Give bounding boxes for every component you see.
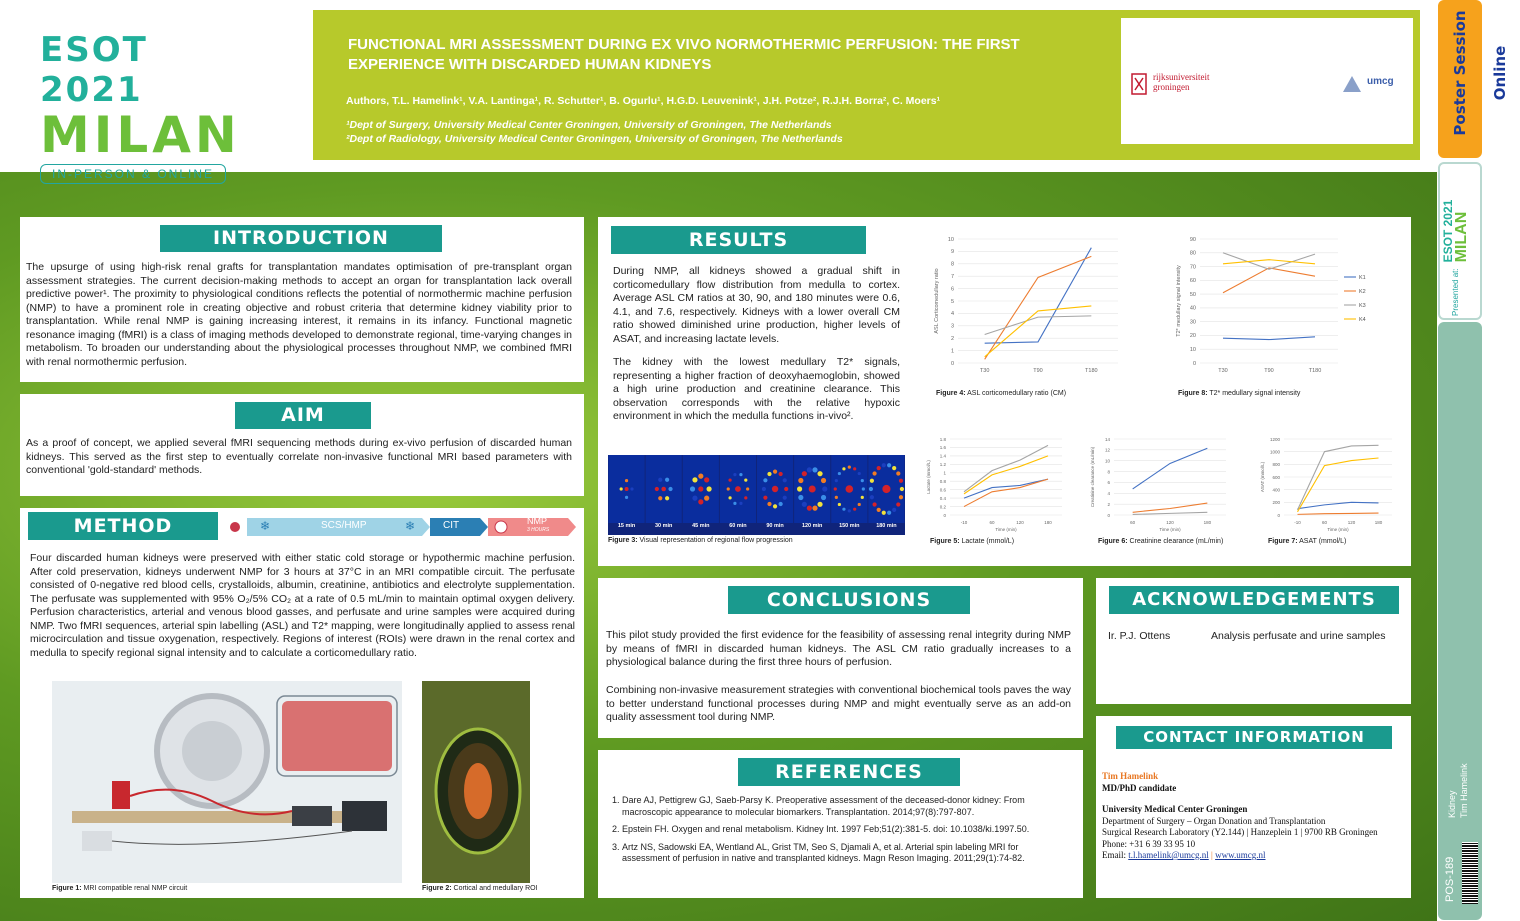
flow-blob [882, 463, 886, 467]
flow-blob [658, 478, 662, 482]
flow-blob [733, 473, 736, 476]
flow-blob [892, 508, 896, 512]
flow-blob [869, 487, 873, 491]
time-label: 15 min [617, 523, 636, 529]
results-panel [598, 217, 1411, 566]
references-heading: REFERENCES [738, 758, 960, 786]
author-list: Authors, T.L. Hamelink¹, V.A. Lantinga¹, R. Schutter¹, B. Ogurlu¹, H.G.D. Leuvenink¹, J.H. Potze², R.J.H. Borra², C. Moers¹ [346, 95, 941, 107]
y-tick-label: 12 [1104, 447, 1110, 453]
y-tick-label: 0.8 [939, 479, 946, 485]
x-tick-label: 120 [1016, 520, 1024, 525]
y-tick-label: 90 [1189, 236, 1196, 243]
contact-dept: Department of Surgery – Organ Donation and Transplantation [1102, 815, 1326, 826]
flow-blob [892, 466, 896, 470]
x-tick-label: T30 [979, 368, 990, 374]
presented-label: Presented at: [1450, 268, 1460, 316]
flow-blob [821, 495, 826, 500]
reference-item: 3. Artz NS, Sadowski EA, Wentland AL, Grist TM, Seo S, Djamali A, et al. Arterial spin labeling MRI for assessment of perfusion in native and transplanted kidneys. Magn Reson Imaging. 2011;29(1):74-82. [622, 842, 1067, 865]
x-tick-label: 180 [1203, 520, 1212, 525]
author-label: Tim Hamelink [1459, 763, 1469, 818]
y-tick-label: 1200 [1269, 436, 1280, 442]
introduction-panel [20, 217, 584, 382]
y-tick-label: 4 [950, 311, 954, 318]
series-line [1298, 513, 1379, 514]
y-tick-label: 0.4 [939, 495, 946, 501]
y-tick-label: 0 [1107, 512, 1110, 518]
flow-blob [872, 471, 876, 475]
flow-blob [853, 508, 856, 511]
y-tick-label: 0.2 [939, 504, 946, 510]
flow-blob [783, 478, 787, 482]
flow-blob [690, 486, 695, 491]
series-line [1223, 337, 1315, 340]
time-label: 120 min [801, 523, 823, 529]
time-label: 180 min [876, 523, 897, 529]
contact-name: Tim Hamelink [1102, 771, 1159, 781]
flow-blob [899, 495, 903, 499]
figure2-drawing [422, 681, 530, 883]
flow-blob [887, 511, 891, 515]
figure4-caption: Figure 4: ASL corticomedullary ratio (CM) [936, 390, 1067, 397]
sidebar-topic [1446, 748, 1470, 818]
flow-blob [853, 467, 856, 470]
x-tick-label: 120 [1347, 520, 1356, 525]
logo-line3: IN-PERSON & ONLINE [40, 164, 226, 184]
contact-role: MD/PhD candidate [1102, 782, 1177, 793]
rug-logo-text: rijksuniversiteit groningen [1153, 72, 1210, 92]
flow-blob [625, 496, 628, 499]
y-tick-label: 600 [1272, 474, 1280, 480]
flow-core [846, 485, 854, 493]
flow-core [625, 487, 629, 491]
flow-blob [773, 504, 777, 508]
y-tick-label: 70 [1189, 264, 1196, 271]
flow-blob [797, 486, 802, 491]
presented-at-content [1442, 166, 1468, 316]
umcg-logo-text: umcg [1367, 76, 1394, 87]
flow-blob [870, 495, 874, 499]
logo-line1: ESOT 2021 [40, 30, 148, 110]
x-tick-label: -10 [960, 520, 968, 525]
conclusions-heading: CONCLUSIONS [728, 586, 970, 614]
flow-blob [704, 477, 709, 482]
flow-blob [899, 479, 903, 483]
flow-blob [698, 474, 703, 479]
figure7-chart [1258, 433, 1398, 537]
y-tick-label: 1.2 [939, 462, 946, 468]
y-tick-label: 9 [950, 249, 954, 256]
flow-blob [762, 487, 766, 491]
presented-milan: MILAN [1453, 211, 1470, 263]
conclusions-text-2: Combining non-invasive measurement strategies with conventional biochemical tools paves the way to better understand functional processes during NMP and might eventually serve as an add-on quality assessment tool during NMP. [606, 684, 1071, 723]
legend-label: K2 [1359, 289, 1366, 295]
flow-blob [870, 479, 874, 483]
flow-blob [877, 508, 881, 512]
ack-name: Ir. P.J. Ottens [1108, 630, 1171, 642]
y-tick-label: 2 [1107, 501, 1110, 507]
flow-blob [784, 487, 788, 491]
flow-blob [861, 496, 864, 499]
presented-at-badge [1438, 162, 1482, 320]
x-tick-label: T180 [1308, 368, 1322, 374]
presented-logo [1442, 200, 1468, 263]
series-line [1298, 445, 1379, 510]
email-link[interactable]: t.l.hamelink@umcg.nl [1128, 850, 1209, 860]
series-line [985, 316, 1092, 335]
figure1-drawing [52, 681, 402, 883]
y-tick-label: 20 [1189, 333, 1196, 340]
y-tick-label: 0 [1192, 360, 1196, 367]
y-tick-label: 50 [1189, 291, 1196, 298]
figure2-roi-image [422, 681, 530, 883]
flow-blob [692, 496, 697, 501]
contact-address: Surgical Research Laboratory (Y2.144) | Hanzeplein 1 | 9700 RB Groningen [1102, 827, 1378, 837]
sidebar-info-strip [1438, 322, 1482, 920]
x-axis-label: Time (min) [995, 527, 1017, 532]
method-text: Four discarded human kidneys were preserved with either static cold storage or hypothermic machine perfusion. After cold preservation, kidneys underwent NMP for 3 hours at 37°C in an MRI compatible circuit. The perfusate consisted of 0-negative red blood cells, crystalloids, albumin, creatinine, antibiotics and electrolyte supplementation. The perfusate was supplemented with 95% O₂/5% CO₂ at a rate of 0.5 mL/min to maintain optimal oxygen delivery. Perfusion characteristics, arterial and venous blood gasses, and perfusate and urine samples were acquired during NMP. Two fMRI sequences, arterial spin labelling (ASL) and T2* mapping, were longitudinally applied to assess renal microcirculation and tissue oxygenation, respectively. Regions of interest (ROIs) were drawn in the renal cortex and medulla to specify regional signal intensity and to calculate a corticomedullary ratio. [30, 552, 575, 659]
references-panel [598, 750, 1083, 898]
flow-blob [779, 502, 783, 506]
x-tick-label: 60 [989, 520, 995, 525]
aim-heading: AIM [235, 402, 371, 429]
y-tick-label: 6 [1107, 480, 1110, 486]
flow-blob [665, 496, 669, 500]
affiliation-2: ²Dept of Radiology, University Medical Center Groningen, University of Groningen, The Netherlands [346, 133, 843, 145]
flow-blob [625, 479, 628, 482]
flow-blob [821, 478, 826, 483]
method-panel [20, 508, 584, 898]
flow-blob [858, 472, 861, 475]
y-tick-label: 1 [943, 470, 946, 476]
presented-esot: ESOT 2021 [1441, 199, 1455, 263]
figure8-caption: Figure 8: T2* medullary signal intensity [1178, 390, 1301, 397]
contact-panel [1096, 716, 1411, 898]
flow-core [698, 486, 703, 491]
flow-blob [767, 502, 771, 506]
y-tick-label: 8 [1107, 469, 1110, 475]
y-tick-label: 7 [950, 274, 954, 280]
x-axis-label: Time (min) [1159, 527, 1181, 532]
y-tick-label: 5 [950, 298, 954, 305]
flow-blob [779, 472, 783, 476]
flow-blob [872, 502, 876, 506]
flow-blob [807, 506, 812, 511]
figure3-caption: Figure 3: Visual representation of regional flow progression [608, 537, 793, 544]
results-text-1: During NMP, all kidneys showed a gradual shift in corticomedullary flow distribution from medulla to cortex. Average ASL CM ratios at 30, 90, and 180 minutes were 0.6, 4.1, and 7.6, respectively. Kidneys with a lower overall CM ratio showed diminished urine production, higher levels of ASAT, and increasing lactate levels. [613, 265, 900, 345]
flow-blob [896, 471, 900, 475]
x-axis-label: Time (min) [1327, 527, 1349, 532]
flow-blob [665, 478, 669, 482]
x-tick-label: 120 [1166, 520, 1174, 525]
flow-blob [848, 466, 851, 469]
snowflake-icon: ❄ [405, 519, 416, 533]
flow-blob [822, 486, 827, 491]
y-axis-label: Creatinine clearance (mL/min) [1090, 446, 1095, 508]
x-tick-label: T90 [1264, 368, 1274, 374]
barcode-icon [1462, 842, 1478, 904]
flow-blob [817, 471, 822, 476]
series-line [1133, 512, 1208, 514]
y-tick-label: 10 [1189, 347, 1196, 354]
figure1-circuit-image [52, 681, 402, 883]
x-tick-label: 60 [1130, 520, 1136, 525]
flow-blob [900, 487, 904, 491]
flow-blob [655, 487, 659, 491]
flow-blob [834, 487, 837, 490]
reference-item: 2. Epstein FH. Oxygen and renal metabolism. Kidney Int. 1997 Feb;51(2):381-5. doi: 10.1038/ki.1997.50. [622, 824, 1067, 836]
x-tick-label: T90 [1033, 368, 1043, 374]
timeline-nmp: NMP [527, 516, 547, 526]
flow-blob [704, 496, 709, 501]
y-tick-label: 10 [1104, 458, 1110, 464]
flow-blob [763, 478, 767, 482]
flow-blob [746, 487, 749, 490]
flow-blob [783, 496, 787, 500]
y-tick-label: 14 [1104, 436, 1110, 442]
y-tick-label: 30 [1189, 319, 1196, 326]
poster-code: POS-189 [1444, 856, 1456, 902]
flow-blob [767, 472, 771, 476]
flow-blob [744, 496, 747, 499]
flow-blob [887, 463, 891, 467]
y-tick-label: 1.8 [939, 436, 946, 442]
reference-list [622, 795, 1067, 871]
flow-blob [862, 487, 865, 490]
method-heading: METHOD [28, 512, 218, 540]
rug-crest-icon [1129, 72, 1149, 96]
time-label: 45 min [692, 523, 710, 529]
ack-role: Analysis perfusate and urine samples [1211, 630, 1386, 642]
figure7-caption: Figure 7: ASAT (mmol/L) [1268, 538, 1347, 545]
flow-blob [802, 502, 807, 507]
y-axis-label: Lactate (mmol/L) [926, 460, 931, 494]
flow-blob [658, 496, 662, 500]
flow-blob [858, 503, 861, 506]
flow-core [661, 487, 666, 492]
aim-text: As a proof of concept, we applied several fMRI sequencing methods during ex-vivo perfusion of discarded human kidneys. This served as the first step to eventually correlate non-invasive functional MRI based parameters with conventional 'gold-standard' methods. [26, 437, 572, 476]
y-tick-label: 800 [1272, 462, 1280, 468]
x-tick-label: T180 [1085, 368, 1098, 374]
flow-blob [739, 473, 742, 476]
y-tick-label: 1.6 [939, 445, 946, 451]
timeline-hours: 3 HOURS [527, 527, 550, 533]
y-axis-label: ASAT (mmol/L) [1260, 461, 1265, 493]
contact-org: University Medical Center Groningen [1102, 804, 1248, 814]
institution-logos [1121, 18, 1413, 144]
aim-panel [20, 394, 584, 496]
x-tick-label: -10 [1294, 520, 1301, 525]
contact-heading: CONTACT INFORMATION [1116, 726, 1392, 749]
contact-details [1102, 771, 1407, 862]
flow-blob [668, 487, 672, 491]
flow-core [882, 485, 890, 493]
time-label: 150 min [839, 523, 860, 529]
contact-email-line: Email: t.l.hamelink@umcg.nl | www.umcg.nl [1102, 850, 1266, 860]
flow-blob [798, 495, 803, 500]
flow-blob [842, 508, 845, 511]
flow-blob [882, 511, 886, 515]
x-tick-label: 180 [1044, 520, 1052, 525]
timeline-scs: SCS/HMP [321, 520, 367, 531]
conclusions-panel [598, 578, 1083, 738]
series-line [964, 456, 1048, 494]
series-line [1298, 502, 1379, 508]
banner-text: Poster Session Online [1451, 10, 1509, 136]
reference-item: 1. Dare AJ, Pettigrew GJ, Saeb-Parsy K. Preoperative assessment of the deceased-donor kidney: From macroscopic appearance to molecular biomarkers. Transplantation. 2014;97(8):797-807. [622, 795, 1067, 818]
affiliation-1: ¹Dept of Surgery, University Medical Center Groningen, University of Groningen, The Netherlands [346, 119, 832, 131]
flow-blob [798, 478, 803, 483]
flow-blob [733, 502, 736, 505]
x-tick-label: 180 [1374, 520, 1383, 525]
figure6-caption: Figure 6: Creatinine clearance (mL/min) [1098, 538, 1224, 545]
figure8-chart [1168, 231, 1378, 391]
y-tick-label: 1000 [1269, 449, 1280, 455]
y-axis-label: T2* medullary signal intensity [1176, 265, 1182, 337]
flow-core [735, 486, 741, 492]
flow-blob [728, 496, 731, 499]
flow-blob [807, 467, 812, 472]
time-label: 30 min [654, 523, 673, 529]
y-tick-label: 0 [1277, 512, 1280, 518]
timeline-cit: CIT [443, 520, 460, 531]
website-link[interactable]: www.umcg.nl [1215, 850, 1266, 860]
legend-label: K1 [1359, 275, 1366, 281]
y-tick-label: 0.6 [939, 487, 946, 493]
preservation-timeline [225, 515, 577, 539]
figure4-chart [928, 231, 1128, 391]
flow-core [809, 486, 816, 493]
legend-label: K3 [1359, 303, 1366, 309]
flow-blob [838, 503, 841, 506]
flow-blob [706, 486, 711, 491]
esot-logo [40, 30, 241, 181]
time-label: 90 min [766, 523, 784, 529]
figure1-caption: Figure 1: MRI compatible renal NMP circuit [52, 885, 188, 892]
flow-blob [861, 479, 864, 482]
y-tick-label: 2 [950, 336, 954, 342]
time-label: 60 min [729, 523, 747, 529]
snowflake-icon: ❄ [260, 519, 271, 533]
poster-title: FUNCTIONAL MRI ASSESSMENT DURING EX VIVO NORMOTHERMIC PERFUSION: THE FIRST EXPERIENCE WITH DISCARDED HUMAN KIDNEYS [348, 36, 1020, 73]
flow-blob [763, 496, 767, 500]
y-tick-label: 8 [950, 261, 954, 268]
flow-blob [835, 479, 838, 482]
flow-blob [817, 502, 822, 507]
legend-label: K4 [1359, 317, 1366, 323]
flow-blob [812, 506, 817, 511]
flow-blob [835, 496, 838, 499]
acknowledgements-panel [1096, 578, 1411, 704]
y-tick-label: 10 [947, 236, 954, 243]
flow-blob [842, 467, 845, 470]
x-tick-label: 60 [1321, 520, 1328, 525]
flow-blob [773, 470, 777, 474]
flow-blob [896, 502, 900, 506]
figure3-flow-maps [608, 455, 905, 535]
series-line [1133, 448, 1208, 489]
y-tick-label: 1.4 [939, 453, 946, 459]
affiliations [346, 118, 1106, 146]
figure2-caption: Figure 2: Cortical and medullary ROI [422, 885, 538, 892]
flow-blob [802, 471, 807, 476]
y-axis-label: ASL Corticomedullary ratio [934, 268, 940, 334]
figure6-chart [1092, 433, 1232, 537]
flow-blob [877, 466, 881, 470]
introduction-heading: INTRODUCTION [160, 225, 442, 252]
y-tick-label: 1 [950, 348, 954, 355]
series-line [1223, 260, 1315, 264]
y-tick-label: 80 [1189, 250, 1196, 257]
topic-label: Kidney [1447, 790, 1457, 818]
results-text-2: The kidney with the lowest medullary T2* signals, representing a higher fraction of deoxyhaemoglobin, showed a high urine production and creatinine clearance. This observation corresponds with the relative hypoxic environment in which the medulla functions in-vivo². [613, 356, 900, 422]
flow-blob [620, 487, 623, 490]
y-tick-label: 60 [1189, 278, 1196, 285]
flow-blob [692, 477, 697, 482]
flow-blob [838, 472, 841, 475]
results-heading: RESULTS [611, 226, 866, 254]
email-label: Email: [1102, 850, 1126, 860]
y-tick-label: 400 [1272, 487, 1280, 493]
flow-blob [728, 479, 731, 482]
flow-blob [848, 509, 851, 512]
y-tick-label: 0 [950, 360, 954, 367]
y-tick-label: 3 [950, 323, 954, 330]
header-banner [313, 10, 1420, 160]
logo-line2: MILAN [40, 106, 241, 164]
y-tick-label: 4 [1107, 491, 1110, 497]
y-tick-label: 200 [1272, 500, 1280, 506]
x-tick-label: T30 [1218, 368, 1228, 374]
flow-core [772, 486, 778, 492]
timeline-graphic [225, 515, 577, 539]
acknowledgements-heading: ACKNOWLEDGEMENTS [1109, 586, 1399, 614]
conclusions-text-1: This pilot study provided the first evidence for the feasibility of assessing renal integrity during NMP by means of fMRI in discarded human kidneys. The ASL CM ratio gradually increases to a physiological balance during the first three hours of perfusion. [606, 629, 1071, 668]
y-tick-label: 0 [943, 512, 946, 518]
umcg-logo-icon [1341, 74, 1363, 94]
y-tick-label: 6 [950, 286, 954, 293]
figure3-time-labels [608, 523, 905, 535]
poster-session-banner [1438, 0, 1509, 158]
flow-blob [727, 487, 730, 490]
flow-blob [630, 487, 633, 490]
y-tick-label: 40 [1189, 305, 1196, 312]
figure5-chart [928, 433, 1068, 537]
contact-phone: Phone: +31 6 39 33 95 10 [1102, 838, 1196, 849]
flow-blob [744, 479, 747, 482]
flow-blob [739, 502, 742, 505]
introduction-text: The upsurge of using high-risk renal grafts for transplantation mandates optimisation of pre-transplant organ assessment strategies. The current decision-making methods to accept an organ for transplantation lack overall predictive power¹. The proximity to physiological conditions reflects the potential of normothermic machine perfusion (NMP) to have a prominent role in creating objective and robust criteria that determine kidney viability prior to transplantation. While renal NMP is gaining increasing interest, it remains in its infancy. Functional magnetic resonance imaging (fMRI) is a class of imaging methods developed to demonstrate regional, time-varying changes in metabolism. To broaden our understanding about the physiological processes throughout NMP, we combined fMRI with renal normothermic perfusion. [26, 261, 572, 368]
flow-blob [812, 467, 817, 472]
flow-blob [698, 499, 703, 504]
figure5-caption: Figure 5: Lactate (mmol/L) [930, 538, 1015, 545]
